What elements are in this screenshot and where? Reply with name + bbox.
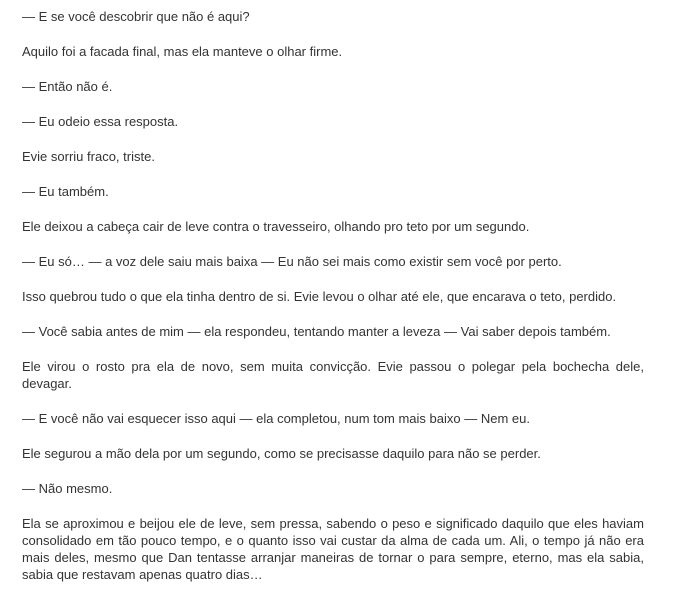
dialogue-paragraph: — Não mesmo. <box>22 481 113 496</box>
story-text <box>22 0 644 583</box>
dialogue-paragraph: — Então não é. <box>22 79 113 94</box>
narrative-paragraph: Evie sorriu fraco, triste. <box>22 149 155 164</box>
dialogue-paragraph: — Eu também. <box>22 184 109 199</box>
narrative-paragraph: Aquilo foi a facada final, mas ela manteve o olhar firme. <box>22 44 343 59</box>
dialogue-paragraph: — Eu odeio essa resposta. <box>22 114 179 129</box>
narrative-paragraph: Ele deixou a cabeça cair de leve contra o travesseiro, olhando pro teto por um segundo. <box>22 219 530 234</box>
dialogue-paragraph: — Eu só… — a voz dele saiu mais baixa — Eu não sei mais como existir sem você por perto. <box>22 254 562 269</box>
narrative-paragraph: Ela se aproximou e beijou ele de leve, sem pressa, sabendo o peso e significado daquilo que eles haviam consolidado em tão pouco tempo, e o quanto isso vai custar da alma de cada um. Ali, o tempo já não era mais deles, mesmo que Dan tentasse arranjar maneiras de tornar o para sempre, eterno, mas ela sabia, sabia que restavam apenas quatro dias… <box>22 516 644 582</box>
dialogue-paragraph: — Você sabia antes de mim — ela respondeu, tentando manter a leveza — Vai saber depois também. <box>22 324 611 339</box>
dialogue-paragraph: — E se você descobrir que não é aqui? <box>22 9 250 24</box>
narrative-paragraph: Isso quebrou tudo o que ela tinha dentro de si. Evie levou o olhar até ele, que encarava o teto, perdido. <box>22 289 617 304</box>
dialogue-paragraph: — E você não vai esquecer isso aqui — ela completou, num tom mais baixo — Nem eu. <box>22 411 530 426</box>
narrative-paragraph: Ele segurou a mão dela por um segundo, como se precisasse daquilo para não se perder. <box>22 446 541 461</box>
narrative-paragraph: Ele virou o rosto pra ela de novo, sem muita convicção. Evie passou o polegar pela bochecha dele, devagar. <box>22 359 644 391</box>
